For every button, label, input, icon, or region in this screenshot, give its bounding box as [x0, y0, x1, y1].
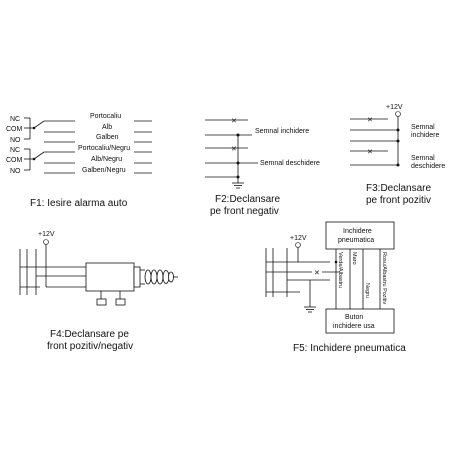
f5-ground-symbol-icon	[304, 307, 316, 312]
f5-box-bottom-label: inchidere usa	[333, 323, 375, 330]
f5-box-top-label: pneumatica	[338, 237, 375, 244]
f2-negative-edge-panel	[205, 118, 320, 217]
f3-caption-line1: F3:Declansare	[366, 183, 432, 194]
f5-voltage-label: +12V	[290, 235, 307, 242]
f1-caption: F1: Iesire alarma auto	[30, 198, 128, 209]
f1-terminal-label: NC	[10, 116, 21, 123]
f5-wire-label: Maro	[351, 252, 357, 265]
f1-wire-color-label: Galben/Negru	[82, 167, 126, 174]
f4-actuator-body	[86, 263, 134, 291]
f4-actuator-panel	[20, 231, 178, 352]
f4-caption-line2: front pozitiv/negativ	[47, 341, 134, 352]
f5-box-bottom-label: Buton	[345, 314, 364, 321]
f2-caption-line1: F2:Declansare	[215, 194, 281, 205]
f1-wire-color-label: Galben	[96, 134, 119, 141]
f1-wire-color-label: Alb	[102, 124, 113, 131]
f5-pneumatic-panel	[266, 222, 406, 354]
f1-terminal-label: NO	[10, 168, 21, 175]
f1-terminal-label: NO	[10, 137, 21, 144]
f5-wire-label: Verde/Albastru	[337, 252, 343, 289]
f2-signal-opening-label: Semnal deschidere	[260, 160, 320, 167]
f2-cut-mark-icon: ✕	[231, 146, 237, 153]
f3-caption-line2: pe front pozitiv	[366, 195, 432, 206]
f3-signal-opening-label: Semnal	[411, 155, 435, 162]
f4-actuator-rod-boot-icon	[140, 270, 178, 284]
f3-positive-edge-panel	[350, 104, 445, 206]
f5-caption: F5: Inchidere pneumatica	[293, 343, 406, 354]
f4-supply-terminal-icon	[44, 240, 49, 245]
f2-caption-line2: pe front negativ	[210, 206, 279, 217]
f3-voltage-label: +12V	[386, 104, 403, 111]
f3-signal-closing-label: inchidere	[411, 132, 440, 139]
f4-voltage-label: +12V	[38, 231, 55, 238]
f2-ground-symbol-icon	[232, 183, 244, 188]
f2-signal-closing-label: Semnal inchidere	[255, 128, 310, 135]
f1-relay-contact-2	[24, 149, 44, 170]
f5-supply-terminal-icon	[296, 243, 301, 248]
f5-wire-label: Rosu/Albastru Pozitiv	[381, 252, 387, 305]
f2-cut-mark-icon: ✕	[231, 118, 237, 125]
f4-actuator-plug	[116, 299, 125, 305]
f5-cut-mark-icon: ✕	[314, 270, 320, 277]
f3-supply-terminal-icon	[396, 112, 401, 117]
f1-wire-color-label: Portocaliu/Negru	[78, 145, 131, 152]
f5-box-top-label: Inchidere	[343, 228, 372, 235]
f3-signal-closing-label: Semnal	[411, 124, 435, 131]
f3-cut-mark-icon: ✕	[367, 149, 373, 156]
f4-actuator-collar	[134, 267, 140, 287]
f1-wire-color-label: Alb/Negru	[91, 156, 123, 163]
f4-caption-line1: F4:Declansare pe	[50, 329, 129, 340]
f4-actuator-plug	[97, 299, 106, 305]
f5-wire-label: Negru	[364, 283, 370, 298]
f1-relay-contact-1	[24, 118, 44, 139]
f1-terminal-label: COM	[6, 157, 23, 164]
f1-alarm-output-panel	[6, 113, 152, 209]
f5-pneumatic-unit-box	[326, 222, 394, 249]
f3-signal-opening-label: deschidere	[411, 163, 446, 170]
f1-terminal-label: COM	[6, 126, 23, 133]
f3-cut-mark-icon: ✕	[367, 117, 373, 124]
f1-wire-color-label: Portocaliu	[90, 113, 122, 120]
f1-terminal-label: NC	[10, 147, 21, 154]
